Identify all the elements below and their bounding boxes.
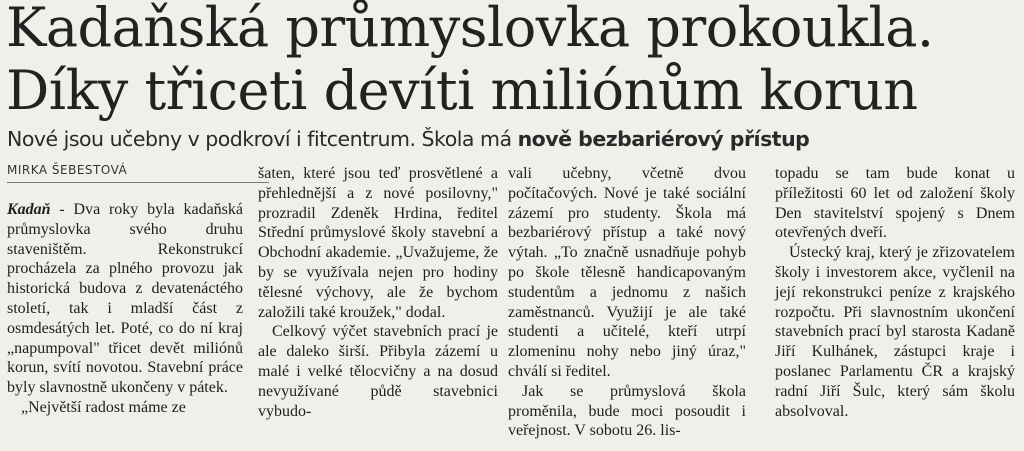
paragraph: vali učebny, včetně dvou počítačových. Nové je také sociální zázemí pro studenty. Škola má bezbariérový přístup a také nový výtah. „To značně usnadňuje pohyb po škole tělesně handicapovaným studentům a jednomu z našich zaměstnanců. Využijí je ale také studenti a učitelé, kteří utrpí zlomeninu nohy nebo jiný úraz," chválí si ředitel.: [508, 165, 746, 380]
subheadline-emphasis: nově bezbariérový přístup: [517, 127, 810, 151]
article-column-3: [508, 164, 746, 441]
author-byline: MIRKA ŠEBESTOVÁ: [7, 163, 269, 183]
subheadline: [7, 125, 809, 153]
paragraph: [7, 200, 243, 398]
paragraph: „Největší radost máme ze: [21, 398, 186, 416]
article-column-1: [7, 200, 243, 418]
paragraph-text: - Dva roky byla kadaňská průmyslovka svého druhu staveništěm. Rekonstrukcí procházela za plného provozu jak historická budova z devatenáctého století, tak i mladší část z osmdesátých let. Poté, co do ní kraj „napumpoval" třicet devět miliónů korun, svítí novotou. Stavební práce byly slavnostně ukončeny v pátek.: [7, 201, 243, 397]
paragraph: topadu se tam bude konat u příležitosti 60 let od založení školy Den stavitelství spojený s Dnem otevřených dveří.: [775, 165, 1015, 242]
headline: [6, 0, 934, 122]
article-column-2: [258, 164, 498, 421]
headline-line-1: Kadaňská průmyslovka prokoukla.: [6, 0, 934, 59]
paragraph: Jak se průmyslová škola proměnila, bude moci posoudit i veřejnost. V sobotu 26. lis-: [508, 382, 746, 440]
paragraph: Celkový výčet stavebních prací je ale daleko širší. Přibyla zázemí u malé i velké tělocvičny a na dosud nevyužívané půdě stavebnici vybudo-: [258, 323, 498, 420]
headline-line-2: Díky třiceti devíti miliónům korun: [6, 59, 918, 122]
paragraph: šaten, které jsou teď prosvětlené a přehlednější a z nové posilovny," prozradil Zdeněk Hrdina, ředitel Střední průmyslové školy stavební a Obchodní akademie. „Uvažujeme, že by se využívala nejen pro hodiny tělesné výchovy, ale že bychom založili také kroužek," dodal.: [258, 165, 498, 321]
paragraph: Ústecký kraj, který je zřizovatelem školy i investorem akce, vyčlenil na její rekonstrukci peníze z krajského rozpočtu. Při slavnostním ukončení stavebních prací byl starosta Kadaně Jiří Kulhánek, zástupci kraje i poslanec Parlamentu ČR a krajský radní Jiří Šulc, který sám školu absolvoval.: [775, 244, 1015, 420]
dateline-place: Kadaň: [7, 201, 51, 218]
article-column-4: [775, 164, 1015, 421]
subheadline-text: Nové jsou učebny v podkroví i fitcentrum. Škola má: [7, 127, 518, 151]
